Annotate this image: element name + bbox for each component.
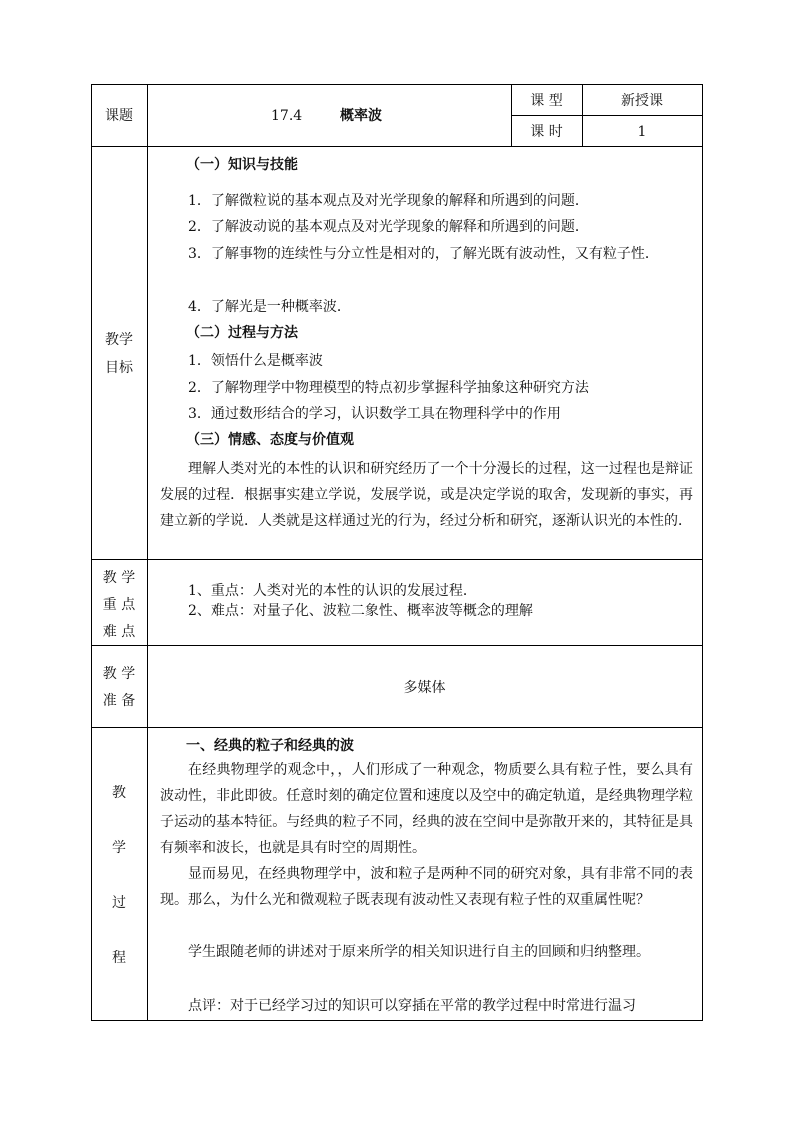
objectives-label-2: 目标: [105, 360, 133, 376]
objectives-bottom-border: [91, 559, 703, 560]
knowledge-item-2: 2．了解波动说的基本观点及对光学现象的解释和所遇到的问题．: [188, 219, 589, 235]
emotion-heading: （三）情感、态度与价值观: [186, 432, 354, 448]
header-divider-mid: [511, 115, 703, 116]
keypoints-bottom-border: [91, 645, 703, 646]
preparation-label-2: 准 备: [102, 693, 136, 709]
process-label-2: 学: [112, 840, 126, 856]
preparation-label-1: 教 学: [102, 666, 136, 682]
process-paragraph-4: 点评：对于已经学习过的知识可以穿插在平常的教学过程中时常进行温习: [188, 998, 636, 1014]
table-border-left: [91, 84, 92, 1021]
hours-value: 1: [637, 124, 647, 140]
hours-label: 课 时: [530, 124, 563, 140]
preparation-bottom-border: [91, 727, 703, 728]
keypoints-label-2: 重 点: [102, 597, 136, 613]
process-paragraph-2: 显而易见，在经典物理学中，波和粒子是两种不同的研究对象，具有非常不同的表现。那么，为什么光和微观粒子既表现有波动性又表现有粒子性的双重属性呢？: [160, 866, 693, 908]
type-label: 课 型: [530, 93, 563, 109]
process-label-3: 过: [112, 895, 126, 911]
topic-label: 课题: [105, 108, 133, 124]
process-heading: 一、经典的粒子和经典的波: [186, 738, 354, 754]
process-item-1: 1．领悟什么是概率波: [188, 353, 323, 369]
lesson-title: 概率波: [340, 108, 382, 124]
table-border-top: [91, 84, 703, 85]
process-method-heading: （二）过程与方法: [186, 325, 298, 341]
keypoint-item-1: 1、重点：人类对光的本性的认识的发展过程．: [188, 583, 477, 599]
objectives-label-1: 教学: [105, 332, 133, 348]
process-paragraph-1: 在经典物理学的观念中，，人们形成了一种观念，物质要么具有粒子性，要么具有波动性，非此即彼。任意时刻的确定位置和速度以及空中的确定轨道，是经典物理学粒子运动的基本特征。与经典的粒子不同，经典的波在空间中是弥散开来的，其特征是具有频率和波长，也就是具有时空的周期性。: [160, 762, 693, 856]
process-item-3: 3．通过数形结合的学习，认识数学工具在物理科学中的作用: [188, 406, 561, 422]
process-item-2: 2．了解物理学中物理模型的特点初步掌握科学抽象这种研究方法: [188, 380, 589, 396]
header-bottom-border: [91, 146, 703, 147]
emotion-paragraph: 理解人类对光的本性的认识和研究经历了一个十分漫长的过程，这一过程也是辩证发展的过程．根据事实建立学说，发展学说，或是决定学说的取舍，发现新的事实，再建立新的学说．人类就是这样通过光的行为，经过分析和研究，逐渐认识光的本性的．: [160, 461, 693, 529]
table-border-right: [702, 84, 703, 1021]
lesson-number: 17.4: [271, 108, 303, 124]
keypoints-label-3: 难 点: [102, 624, 136, 640]
keypoints-label-1: 教 学: [102, 570, 136, 586]
process-paragraph-3: 学生跟随老师的讲述对于原来所学的相关知识进行自主的回顾和归纳整理。: [188, 944, 650, 960]
knowledge-item-1: 1．了解微粒说的基本观点及对光学现象的解释和所遇到的问题．: [188, 193, 589, 209]
table-border-bottom: [91, 1020, 703, 1021]
knowledge-item-3: 3．了解事物的连续性与分立性是相对的，了解光既有波动性，又有粒子性．: [188, 246, 659, 262]
process-label-1: 教: [112, 785, 126, 801]
keypoint-item-2: 2、难点：对量子化、波粒二象性、概率波等概念的理解: [188, 603, 533, 619]
knowledge-item-4: 4．了解光是一种概率波．: [188, 299, 351, 315]
label-column-divider: [147, 84, 148, 1021]
knowledge-heading: （一）知识与技能: [186, 157, 298, 173]
preparation-value: 多媒体: [403, 680, 446, 696]
type-value: 新授课: [621, 93, 663, 109]
process-label-4: 程: [112, 950, 126, 966]
